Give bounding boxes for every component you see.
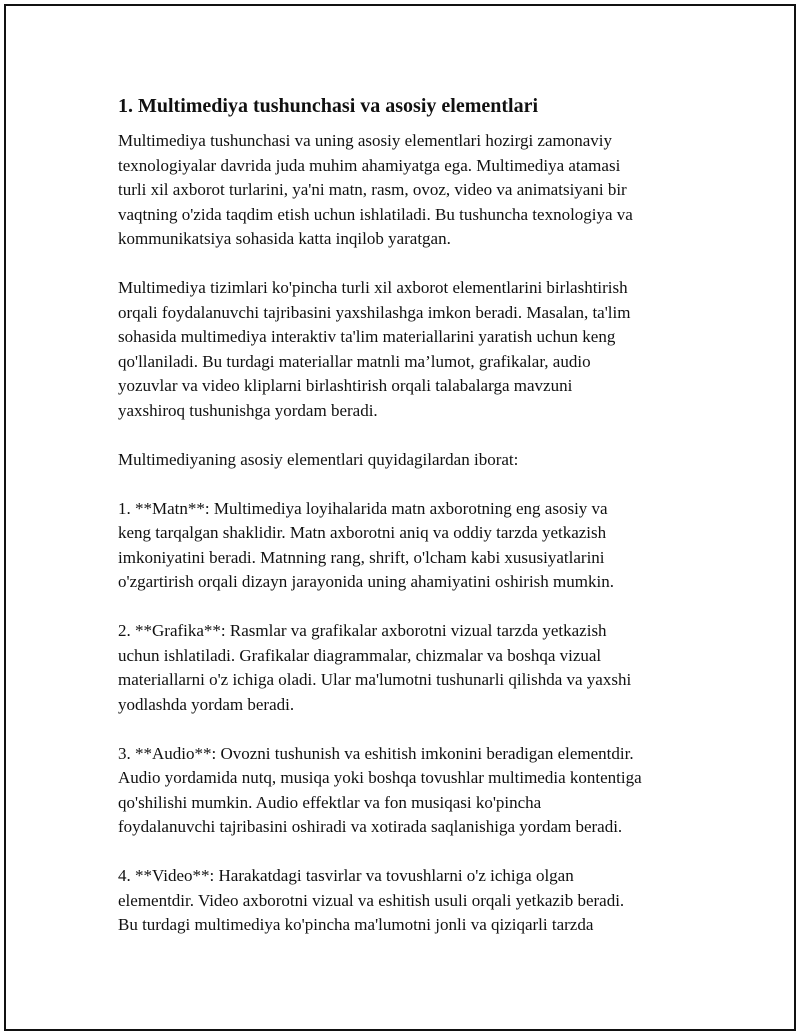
- text-line: uchun ishlatiladi. Grafikalar diagrammalar, chizmalar va boshqa vizual: [118, 645, 602, 665]
- paragraph: [118, 276, 698, 423]
- text-line: 1. **Matn**: Multimediya loyihalarida matn axborotning eng asosiy va: [118, 498, 608, 518]
- paragraph: [118, 864, 698, 938]
- text-line: qo'llaniladi. Bu turdagi materiallar matnli ma’lumot, grafikalar, audio: [118, 351, 591, 371]
- paragraph-gap: [118, 840, 698, 865]
- text-line: Multimediya tizimlari ko'pincha turli xil axborot elementlarini birlashtirish: [118, 278, 628, 297]
- paragraph: [118, 742, 698, 840]
- text-line: 3. **Audio**: Ovozni tushunish va eshitish imkonini beradigan elementdir.: [118, 743, 634, 763]
- text-line: qo'shilishi mumkin. Audio effektlar va fon musiqasi ko'pincha: [118, 792, 542, 812]
- document-body: [118, 94, 698, 938]
- text-line: texnologiyalar davrida juda muhim ahamiyatga ega. Multimediya atamasi: [118, 155, 621, 175]
- paragraph-list: [118, 129, 698, 938]
- text-line: foydalanuvchi tajribasini oshiradi va xotirada saqlanishiga yordam beradi.: [118, 817, 623, 836]
- paragraph: [118, 619, 698, 717]
- text-line: vaqtning o'zida taqdim etish uchun ishlatiladi. Bu tushuncha texnologiya va: [118, 204, 633, 224]
- paragraph: [118, 129, 698, 252]
- text-line: orqali foydalanuvchi tajribasini yaxshilashga imkon beradi. Masalan, ta'lim: [118, 302, 631, 322]
- section-heading: 1. Multimediya tushunchasi va asosiy elementlari: [118, 95, 539, 117]
- text-line: Multimediyaning asosiy elementlari quyidagilardan iborat:: [118, 449, 519, 469]
- paragraph: [118, 497, 698, 595]
- paragraph-gap: [118, 423, 698, 448]
- paragraph-gap: [118, 472, 698, 497]
- text-line: yozuvlar va video kliplarni birlashtirish orqali talabalarga mavzuni: [118, 376, 573, 395]
- text-line: keng tarqalgan shaklidir. Matn axborotni aniq va oddiy tarzda yetkazish: [118, 523, 607, 542]
- text-line: Multimediya tushunchasi va uning asosiy elementlari hozirgi zamonaviy: [118, 131, 612, 150]
- text-line: imkoniyatini beradi. Matnning rang, shrift, o'lcham kabi xususiyatlarini: [118, 547, 605, 567]
- paragraph-gap: [118, 252, 698, 277]
- text-line: o'zgartirish orqali dizayn jarayonida uning ahamiyatini oshirish mumkin.: [118, 572, 614, 591]
- paragraph-gap: [118, 595, 698, 620]
- text-line: Bu turdagi multimediya ko'pincha ma'lumotni jonli va qiziqarli tarzda: [118, 915, 594, 934]
- text-line: 4. **Video**: Harakatdagi tasvirlar va tovushlarni o'z ichiga olgan: [118, 866, 574, 885]
- paragraph-gap: [118, 717, 698, 742]
- text-line: materiallarni o'z ichiga oladi. Ular ma'lumotni tushunarli qilishda va yaxshi: [118, 670, 632, 689]
- paragraph: [118, 448, 698, 473]
- text-line: Audio yordamida nutq, musiqa yoki boshqa tovushlar multimedia kontentiga: [118, 768, 642, 787]
- text-line: turli xil axborot turlarini, ya'ni matn, rasm, ovoz, video va animatsiyani bir: [118, 180, 627, 199]
- text-line: kommunikatsiya sohasida katta inqilob yaratgan.: [118, 229, 451, 248]
- text-line: elementdir. Video axborotni vizual va eshitish usuli orqali yetkazib beradi.: [118, 890, 625, 910]
- text-line: sohasida multimediya interaktiv ta'lim materiallarini yaratish uchun keng: [118, 327, 616, 346]
- text-line: yodlashda yordam beradi.: [118, 694, 295, 714]
- text-line: yaxshiroq tushunishga yordam beradi.: [118, 400, 378, 420]
- text-line: 2. **Grafika**: Rasmlar va grafikalar axborotni vizual tarzda yetkazish: [118, 621, 607, 640]
